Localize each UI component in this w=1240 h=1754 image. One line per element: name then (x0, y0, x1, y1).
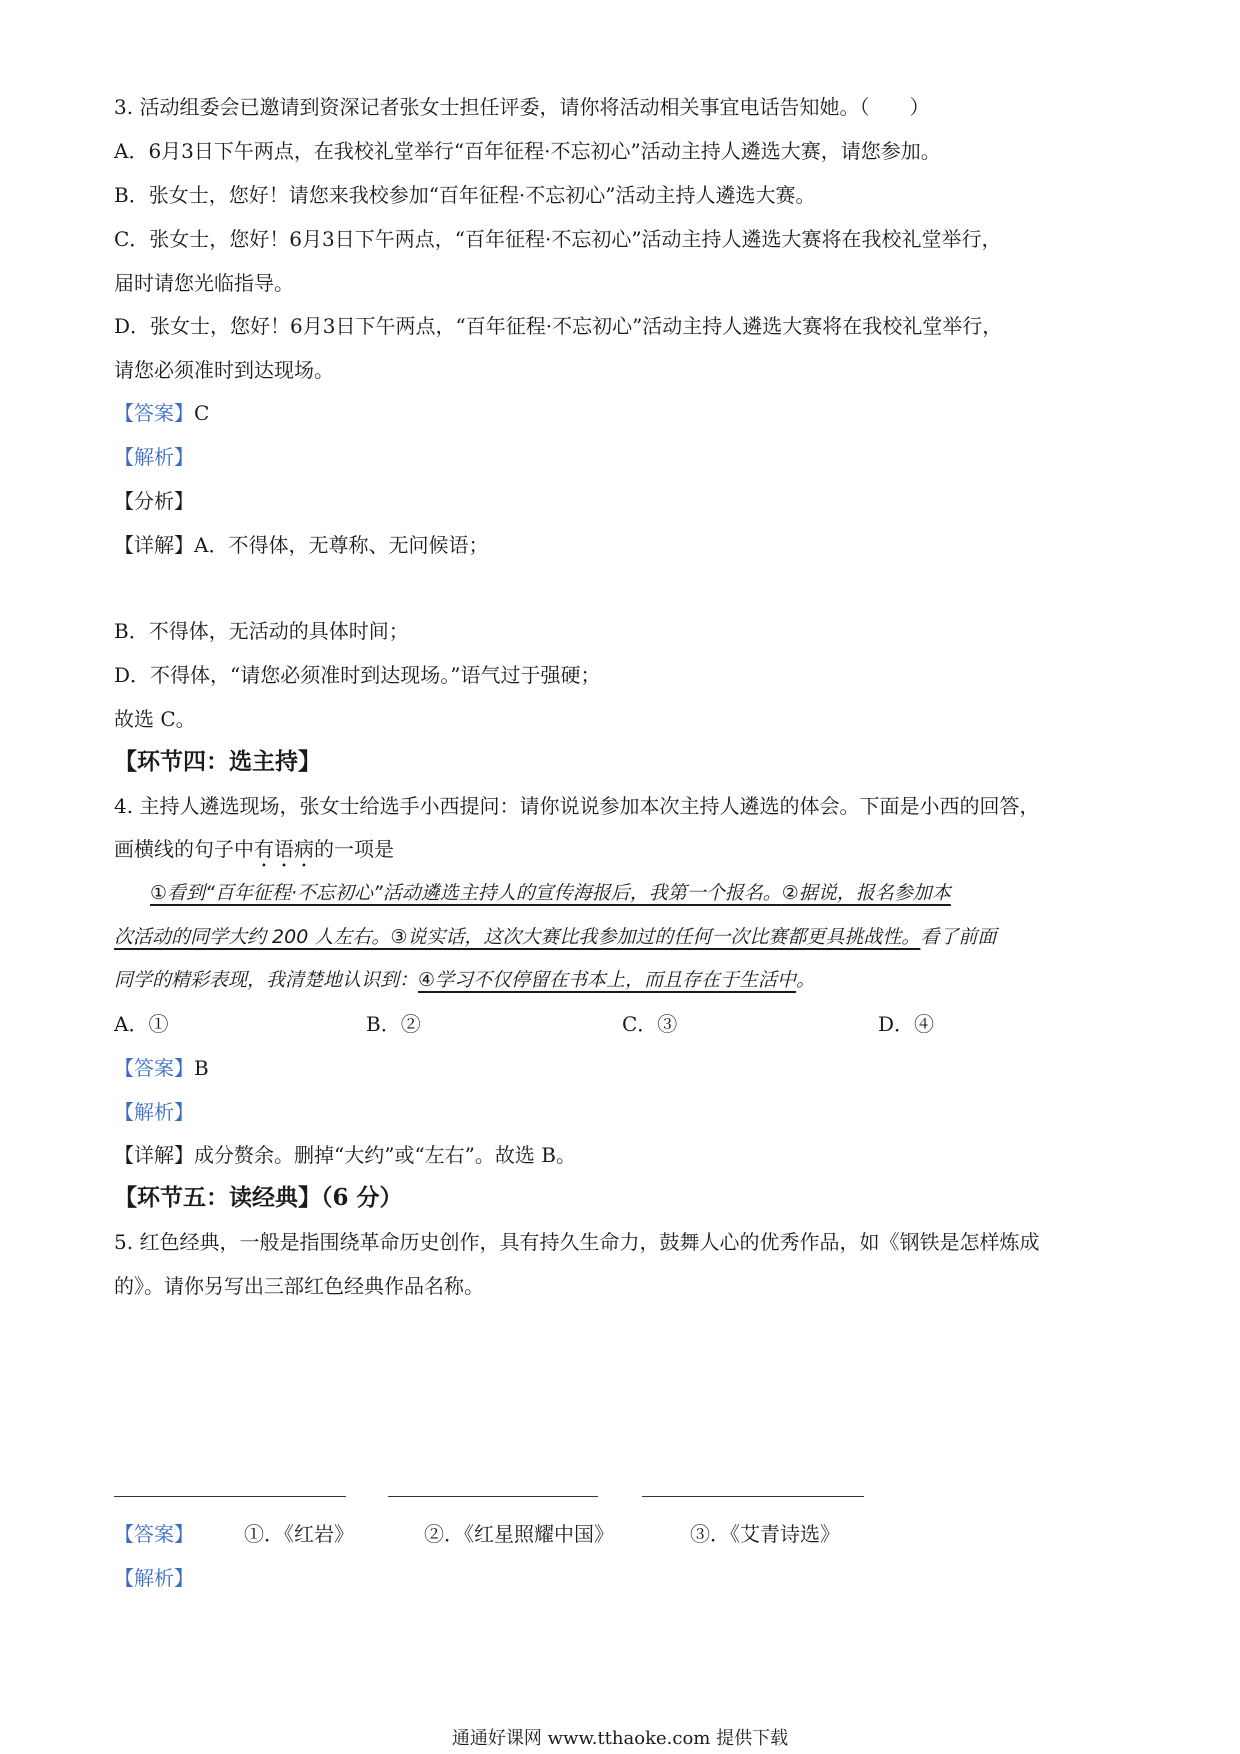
q4-detail (114, 1140, 576, 1170)
q3-conclusion: 故选 C。 (114, 707, 196, 731)
q4-option-c: C．③ (622, 1012, 678, 1036)
q4-analysis-label: 【解析】 (114, 1100, 194, 1124)
q4-option-b: B．② (366, 1012, 421, 1036)
q4-sentence-4: ④学习不仅停留在书本上，而且存在于生活中 (418, 969, 797, 991)
answer-label: 【答案】 (114, 1056, 194, 1080)
q4-passage-line3 (114, 965, 815, 995)
q5-analysis-label: 【解析】 (114, 1566, 194, 1590)
q4-sentence-3: ③说实话，这次大赛比我参加过的任何一次比赛都更具挑战性。 (390, 926, 921, 948)
q4-sentence-2-part1: ②据说，报名参加本 (781, 882, 951, 904)
q3-fenxi-label: 【分析】 (114, 489, 194, 513)
section5-title: 【环节五：读经典】（6 分） (114, 1184, 403, 1211)
q3-option-d-line1: D．张女士，您好！6月3日下午两点，“百年征程·不忘初心”活动主持人遴选大赛将在我校礼堂举行， (114, 314, 1003, 338)
q3-option-a: A．6月3日下午两点，在我校礼堂举行“百年征程·不忘初心”活动主持人遴选大赛，请您参加。 (114, 139, 941, 163)
answer-blank-3 (642, 1496, 864, 1497)
q4-passage-rest: 看了前面 (920, 926, 997, 948)
q4-option-a: A．① (114, 1012, 169, 1036)
q3-option-b: B．张女士，您好！请您来我校参加“百年征程·不忘初心”活动主持人遴选大赛。 (114, 183, 816, 207)
q5-answer-1: ①．《红岩》 (244, 1522, 354, 1546)
answer-value: C (194, 401, 210, 425)
q3-stem: 3. 活动组委会已邀请到资深记者张女士担任评委，请你将活动相关事宜电话告知她。（ ） (114, 95, 930, 119)
detail-label: 【详解】 (114, 1143, 194, 1167)
q4-passage-pre: 同学的精彩表现，我清楚地认识到： (114, 969, 419, 991)
q4-sentence-2-part2: 次活动的同学大约 200 人左右。 (114, 926, 391, 948)
answer-label: 【答案】 (114, 401, 194, 425)
footer-text: 通通好课网 www.tthaoke.com 提供下载 (451, 1728, 789, 1749)
q5-stem-line2: 的》。请你另写出三部红色经典作品名称。 (114, 1274, 484, 1298)
q4-option-d: D．④ (878, 1012, 935, 1036)
q5-answer-2: ②．《红星照耀中国》 (424, 1522, 614, 1546)
q4-stem-post: 的一项是 (314, 837, 394, 861)
q4-passage-line1 (150, 878, 951, 908)
q5-answer-3: ③．《艾青诗选》 (690, 1522, 840, 1546)
section4-title: 【环节四：选主持】 (114, 748, 321, 775)
q4-sentence-1: ①看到“百年征程·不忘初心”活动遴选主持人的宣传海报后，我第一个报名。 (150, 882, 782, 904)
q3-detail-a (114, 530, 488, 560)
q4-passage-end: 。 (796, 969, 816, 991)
detail-label: 【详解】 (114, 533, 194, 557)
detail-a-text: A．不得体，无尊称、无问候语； (194, 533, 489, 557)
q5-stem-line1: 5. 红色经典，一般是指围绕革命历史创作，具有持久生命力，鼓舞人心的优秀作品，如《钢铁是怎样炼成 (114, 1230, 1040, 1254)
q4-stem-line2 (114, 834, 394, 872)
q3-answer (114, 398, 209, 428)
q3-detail-b: B．不得体，无活动的具体时间； (114, 619, 409, 643)
answer-blank-2 (388, 1496, 598, 1497)
answer-value: B (194, 1056, 209, 1080)
q4-passage-line2 (114, 922, 996, 952)
q3-detail-d: D．不得体，“请您必须准时到达现场。”语气过于强硬； (114, 663, 601, 687)
detail-text: 成分赘余。删掉“大约”或“左右”。故选 B。 (194, 1143, 576, 1167)
q4-stem-dotted: 有语病 (254, 837, 314, 861)
q4-answer (114, 1053, 209, 1083)
q3-option-c-line1: C．张女士，您好！6月3日下午两点，“百年征程·不忘初心”活动主持人遴选大赛将在我校礼堂举行， (114, 227, 1002, 251)
q3-option-c-line2: 届时请您光临指导。 (114, 271, 294, 295)
answer-blank-1 (114, 1496, 346, 1497)
q3-analysis-label: 【解析】 (114, 445, 194, 469)
q3-option-d-line2: 请您必须准时到达现场。 (114, 358, 334, 382)
q4-stem-line1: 4. 主持人遴选现场，张女士给选手小西提问：请你说说参加本次主持人遴选的体会。下面是小西的回答， (114, 794, 1040, 818)
q4-stem-pre: 画横线的句子中 (114, 837, 254, 861)
q5-answer-label: 【答案】 (114, 1522, 194, 1546)
